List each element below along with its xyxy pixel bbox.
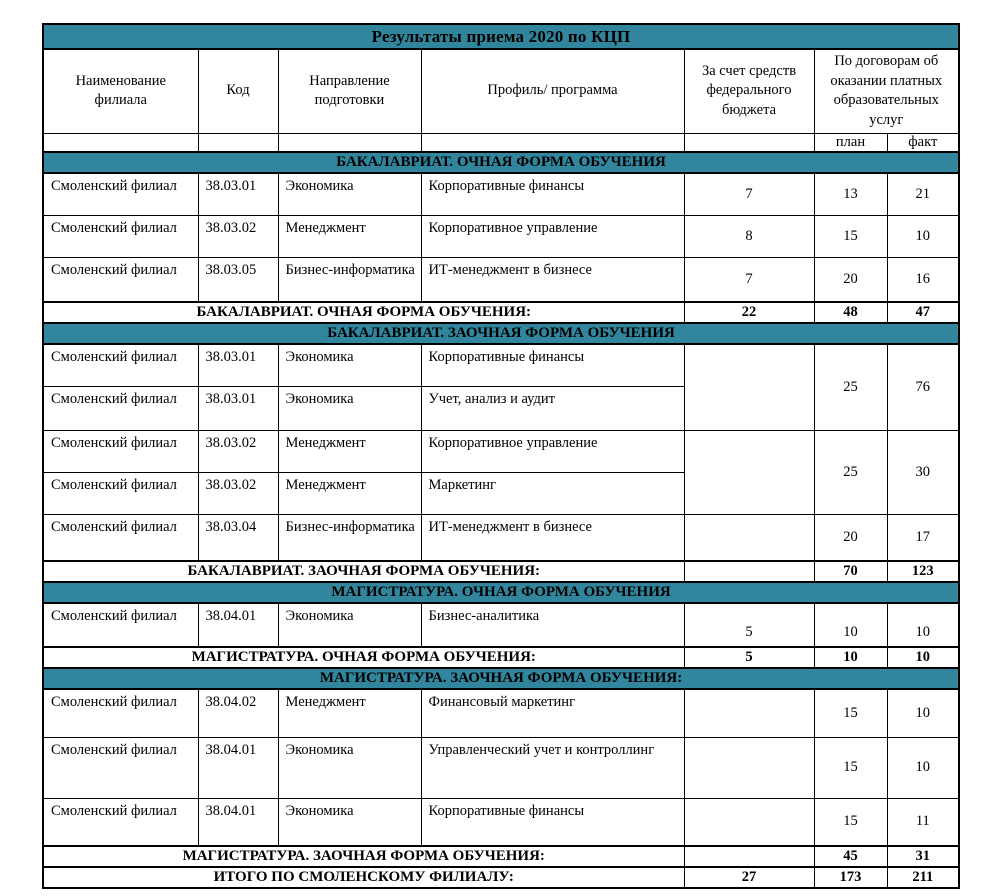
cell-branch: Смоленский филиал (43, 798, 198, 846)
subheader-row (43, 133, 959, 152)
total-row-label: БАКАЛАВРИАТ. ОЧНАЯ ФОРМА ОБУЧЕНИЯ: (43, 302, 684, 323)
data-row (43, 257, 959, 302)
col-subheader-plan: план (814, 133, 887, 152)
cell-fact: 17 (887, 514, 959, 561)
cell-budget (684, 514, 814, 561)
subheader-empty-cell (278, 133, 421, 152)
cell-direction: Менеджмент (278, 689, 421, 737)
cell-direction: Экономика (278, 603, 421, 647)
cell-fact: 10 (887, 603, 959, 647)
cell-plan: 13 (814, 173, 887, 215)
column-header-row (43, 49, 959, 133)
total-cell-plan: 70 (814, 561, 887, 582)
col-subheader-fact: факт (887, 133, 959, 152)
cell-plan: 15 (814, 689, 887, 737)
cell-plan: 15 (814, 737, 887, 798)
cell-fact: 10 (887, 215, 959, 257)
total-cell-plan: 45 (814, 846, 887, 867)
cell-branch: Смоленский филиал (43, 472, 198, 514)
data-row (43, 689, 959, 737)
cell-branch: Смоленский филиал (43, 514, 198, 561)
cell-budget (684, 430, 814, 514)
section-header-row (43, 323, 959, 344)
cell-code: 38.04.01 (198, 737, 278, 798)
cell-budget: 5 (684, 603, 814, 647)
data-row (43, 514, 959, 561)
cell-profile: Корпоративные финансы (421, 798, 684, 846)
cell-profile: Учет, анализ и аудит (421, 386, 684, 430)
cell-code: 38.04.01 (198, 603, 278, 647)
cell-profile: Корпоративное управление (421, 430, 684, 472)
cell-profile: Управленческий учет и контроллинг (421, 737, 684, 798)
cell-plan: 10 (814, 603, 887, 647)
cell-budget (684, 798, 814, 846)
section-header-label: МАГИСТРАТУРА. ЗАОЧНАЯ ФОРМА ОБУЧЕНИЯ: (43, 668, 959, 689)
cell-code: 38.03.05 (198, 257, 278, 302)
cell-branch: Смоленский филиал (43, 689, 198, 737)
table-body (43, 152, 959, 888)
section-total-row (43, 302, 959, 323)
total-cell-fact: 31 (887, 846, 959, 867)
cell-branch: Смоленский филиал (43, 257, 198, 302)
cell-direction: Экономика (278, 173, 421, 215)
cell-profile: ИТ-менеджмент в бизнесе (421, 257, 684, 302)
cell-direction: Экономика (278, 386, 421, 430)
cell-branch: Смоленский филиал (43, 215, 198, 257)
cell-profile: Корпоративное управление (421, 215, 684, 257)
subheader-empty-cell (43, 133, 198, 152)
data-row (43, 173, 959, 215)
cell-budget (684, 737, 814, 798)
cell-direction: Менеджмент (278, 430, 421, 472)
data-row (43, 603, 959, 647)
total-cell-budget: 5 (684, 647, 814, 668)
col-header-branch: Наименование филиала (43, 49, 198, 133)
cell-fact: 10 (887, 737, 959, 798)
subheader-empty-cell (421, 133, 684, 152)
cell-profile: Бизнес-аналитика (421, 603, 684, 647)
col-header-budget: За счет средств федерального бюджета (684, 49, 814, 133)
total-cell-budget: 27 (684, 867, 814, 888)
cell-budget (684, 344, 814, 430)
cell-code: 38.04.02 (198, 689, 278, 737)
cell-direction: Экономика (278, 737, 421, 798)
data-row (43, 215, 959, 257)
cell-profile: Корпоративные финансы (421, 173, 684, 215)
data-row (43, 430, 959, 472)
subheader-empty-cell (684, 133, 814, 152)
cell-branch: Смоленский филиал (43, 603, 198, 647)
data-row (43, 798, 959, 846)
section-total-row (43, 561, 959, 582)
total-cell-fact: 211 (887, 867, 959, 888)
total-cell-budget: 22 (684, 302, 814, 323)
total-cell-budget (684, 846, 814, 867)
cell-code: 38.03.04 (198, 514, 278, 561)
section-header-row (43, 152, 959, 173)
page-root (42, 23, 960, 889)
section-header-label: БАКАЛАВРИАТ. ОЧНАЯ ФОРМА ОБУЧЕНИЯ (43, 152, 959, 173)
cell-branch: Смоленский филиал (43, 386, 198, 430)
cell-plan: 15 (814, 798, 887, 846)
col-header-code: Код (198, 49, 278, 133)
cell-code: 38.03.02 (198, 430, 278, 472)
section-header-row (43, 582, 959, 603)
cell-fact: 30 (887, 430, 959, 514)
section-header-row (43, 668, 959, 689)
cell-budget: 7 (684, 257, 814, 302)
col-header-paid: По договорам об оказании платных образовательных услуг (814, 49, 959, 133)
cell-plan: 25 (814, 344, 887, 430)
total-row-label: БАКАЛАВРИАТ. ЗАОЧНАЯ ФОРМА ОБУЧЕНИЯ: (43, 561, 684, 582)
cell-direction: Бизнес-информатика (278, 514, 421, 561)
cell-fact: 76 (887, 344, 959, 430)
cell-budget: 8 (684, 215, 814, 257)
total-row-label: МАГИСТРАТУРА. ОЧНАЯ ФОРМА ОБУЧЕНИЯ: (43, 647, 684, 668)
table-title-row (43, 24, 959, 49)
cell-direction: Экономика (278, 344, 421, 386)
cell-profile: Маркетинг (421, 472, 684, 514)
total-row-label: МАГИСТРАТУРА. ЗАОЧНАЯ ФОРМА ОБУЧЕНИЯ: (43, 846, 684, 867)
section-header-label: МАГИСТРАТУРА. ОЧНАЯ ФОРМА ОБУЧЕНИЯ (43, 582, 959, 603)
grand-total-row (43, 867, 959, 888)
cell-direction: Бизнес-информатика (278, 257, 421, 302)
cell-profile: Финансовый маркетинг (421, 689, 684, 737)
page-title: Результаты приема 2020 по КЦП (43, 24, 959, 49)
cell-fact: 10 (887, 689, 959, 737)
section-header-label: БАКАЛАВРИАТ. ЗАОЧНАЯ ФОРМА ОБУЧЕНИЯ (43, 323, 959, 344)
cell-fact: 16 (887, 257, 959, 302)
cell-branch: Смоленский филиал (43, 173, 198, 215)
total-cell-budget (684, 561, 814, 582)
cell-direction: Менеджмент (278, 472, 421, 514)
cell-direction: Менеджмент (278, 215, 421, 257)
total-cell-fact: 123 (887, 561, 959, 582)
total-cell-plan: 10 (814, 647, 887, 668)
cell-code: 38.03.01 (198, 173, 278, 215)
data-row (43, 344, 959, 386)
cell-budget: 7 (684, 173, 814, 215)
admissions-results-table (42, 23, 960, 889)
cell-budget (684, 689, 814, 737)
cell-code: 38.03.02 (198, 472, 278, 514)
col-header-profile: Профиль/ программа (421, 49, 684, 133)
cell-code: 38.03.02 (198, 215, 278, 257)
cell-branch: Смоленский филиал (43, 430, 198, 472)
cell-plan: 20 (814, 514, 887, 561)
col-header-direction: Направление подготовки (278, 49, 421, 133)
cell-branch: Смоленский филиал (43, 344, 198, 386)
cell-fact: 11 (887, 798, 959, 846)
section-total-row (43, 647, 959, 668)
cell-direction: Экономика (278, 798, 421, 846)
cell-plan: 25 (814, 430, 887, 514)
section-total-row (43, 846, 959, 867)
cell-fact: 21 (887, 173, 959, 215)
data-row (43, 737, 959, 798)
total-cell-plan: 173 (814, 867, 887, 888)
cell-plan: 20 (814, 257, 887, 302)
cell-branch: Смоленский филиал (43, 737, 198, 798)
cell-code: 38.04.01 (198, 798, 278, 846)
cell-code: 38.03.01 (198, 344, 278, 386)
cell-profile: Корпоративные финансы (421, 344, 684, 386)
total-cell-fact: 47 (887, 302, 959, 323)
subheader-empty-cell (198, 133, 278, 152)
cell-profile: ИТ-менеджмент в бизнесе (421, 514, 684, 561)
total-cell-plan: 48 (814, 302, 887, 323)
total-row-label: ИТОГО ПО СМОЛЕНСКОМУ ФИЛИАЛУ: (43, 867, 684, 888)
cell-plan: 15 (814, 215, 887, 257)
cell-code: 38.03.01 (198, 386, 278, 430)
total-cell-fact: 10 (887, 647, 959, 668)
